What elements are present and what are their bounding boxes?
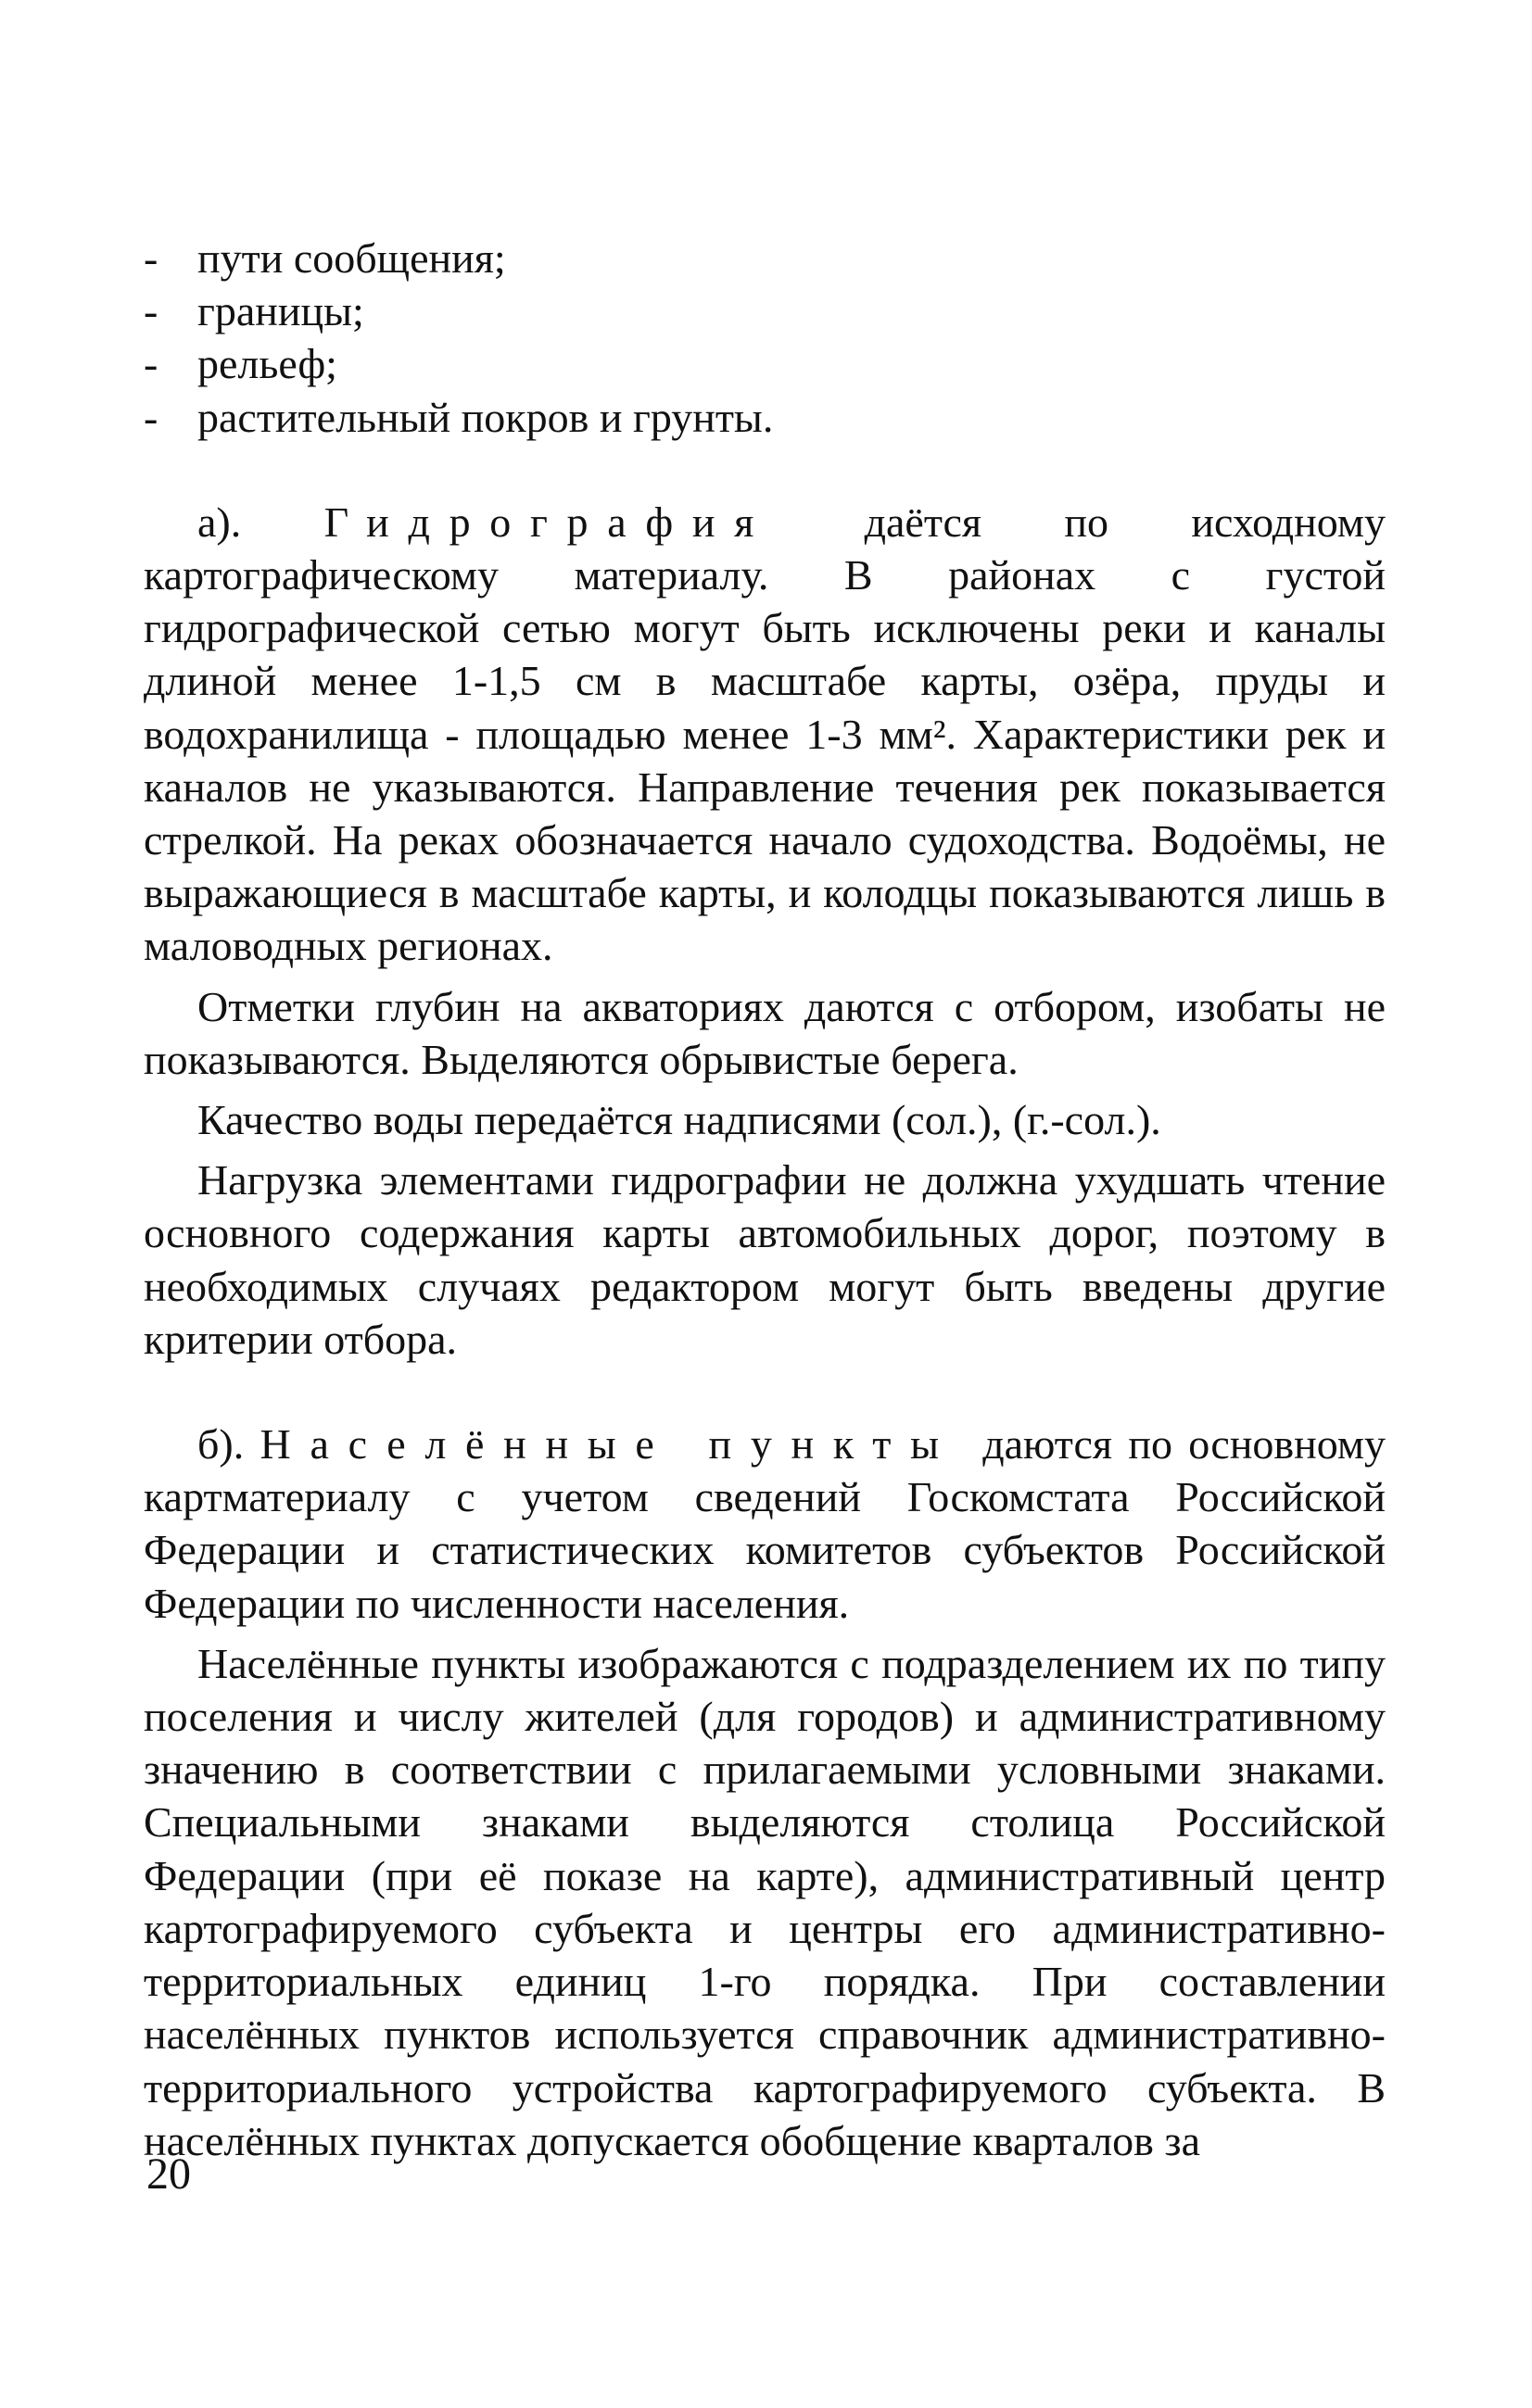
list-marker: -	[144, 393, 158, 441]
section-a-paragraph: Нагрузка элементами гидрографии не должна ухудшать чтение основного содержания карты автомобильных дорог, поэтому в необходимых случаях редактором могут быть введены другие критерии отбора.	[144, 1156, 1386, 1363]
list-item-text: границы;	[197, 287, 364, 335]
section-b-paragraph: Населённые пункты изображаются с подразделением их по типу поселения и числу жителей (для городов) и административному значению в соответствии с прилагаемыми условными знаками. Специальными знаками выделяются столица Российской Федерации (при её показе на карте), административный центр картографируемого субъекта и центры его административно-территориальных единиц 1-го порядка. При составлении населённых пунктов используется справочник административно-территориального устройства картографируемого субъекта. В населённых пунктах допускается обобщение кварталов за	[144, 1639, 1386, 2164]
list-item-text: растительный покров и грунты.	[197, 393, 774, 441]
section-a-prefix: а).	[197, 498, 242, 546]
list-item-text: рельеф;	[197, 340, 337, 388]
section-b-heading: Населённые пункты	[260, 1420, 958, 1469]
list-marker: -	[144, 340, 158, 388]
section-b-prefix: б).	[197, 1420, 245, 1469]
section-a-heading: Гидрография	[323, 498, 774, 546]
list-item	[144, 337, 1386, 390]
list-marker: -	[144, 287, 158, 335]
section-b-intro-text: даются по основному картматериалу с учетом сведений Госкомстата Российской Федерации и статистических комитетов субъектов Российской Федерации по численности населения.	[144, 1420, 1386, 1627]
elements-list	[144, 232, 1386, 444]
page-content	[144, 232, 1386, 2167]
list-item	[144, 232, 1386, 284]
section-a-paragraph: Отметки глубин на акваториях даются с отбором, изобаты не показываются. Выделяются обрывистые берега.	[144, 982, 1386, 1083]
section-a-paragraph: Качество воды передаётся надписями (сол.), (г.-сол.).	[197, 1096, 1161, 1144]
list-item	[144, 284, 1386, 337]
page-number: 20	[146, 2150, 191, 2199]
section-a-intro	[144, 496, 1386, 973]
list-item-text: пути сообщения;	[197, 234, 506, 282]
list-item	[144, 391, 1386, 444]
section-a-intro-text: даётся по исходному картографическому материалу. В районах с густой гидрографической сетью могут быть исключены реки и каналы длиной менее 1-1,5 см в масштабе карты, озёра, пруды и водохранилища - площадью менее 1-3 мм². Характеристики рек и каналов не указываются. Направление течения рек показывается стрелкой. На реках обозначается начало судоходства. Водоёмы, не выражающиеся в масштабе карты, и колодцы показываются лишь в маловодных регионах.	[144, 498, 1386, 970]
list-marker: -	[144, 234, 158, 282]
section-b-intro	[144, 1418, 1386, 1630]
